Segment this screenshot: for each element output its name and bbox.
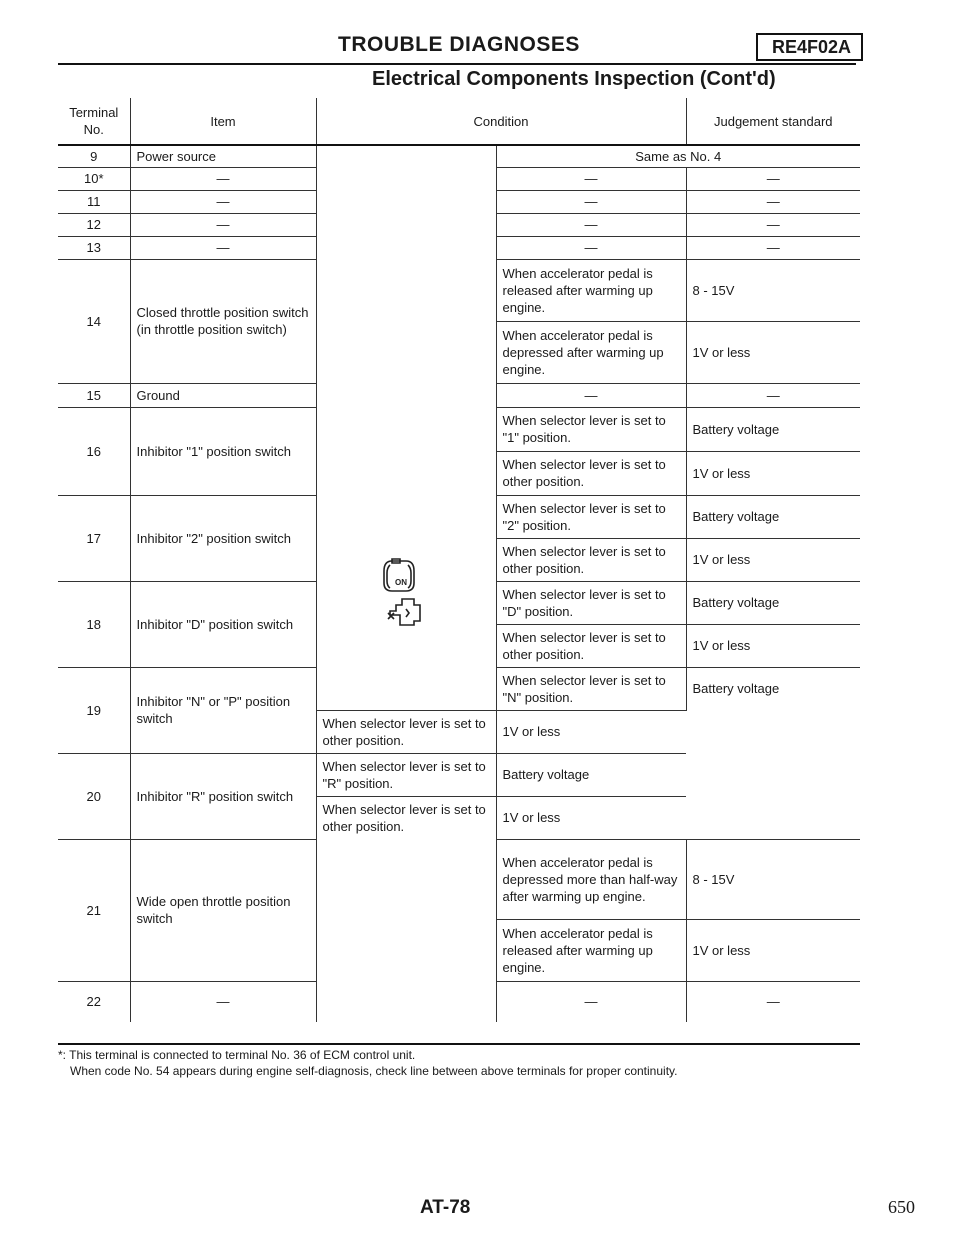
item-name: Inhibitor "N" or "P" position switch <box>130 667 316 753</box>
condition-text: When selector lever is set to "D" position. <box>496 581 686 624</box>
col-header-judgement: Judgement standard <box>713 113 833 129</box>
judgement-value: Battery voltage <box>686 407 860 451</box>
condition-text: — <box>496 213 686 236</box>
terminal-number: 15 <box>58 383 130 407</box>
item-name: Power source <box>130 145 316 167</box>
page-code: AT-78 <box>420 1197 471 1218</box>
page-number: 650 <box>888 1197 915 1217</box>
judgement-value: Battery voltage <box>496 753 686 796</box>
col-header-item: Item <box>130 98 316 145</box>
judgement-value: — <box>686 213 860 236</box>
condition-text: When selector lever is set to other position. <box>496 624 686 667</box>
page-title: TROUBLE DIAGNOSES <box>338 33 580 56</box>
item-name: Wide open throttle position switch <box>130 839 316 981</box>
item-name: Inhibitor "1" position switch <box>130 407 316 495</box>
item-name: Closed throttle position switch (in throttle position switch) <box>130 259 316 383</box>
judgement-value: Battery voltage <box>686 495 860 538</box>
terminal-number: 20 <box>58 753 130 839</box>
judgement-value: — <box>686 190 860 213</box>
judgement-value: Battery voltage <box>686 581 860 624</box>
terminal-number: 10* <box>58 167 130 190</box>
condition-text: When selector lever is set to other position. <box>316 796 496 839</box>
item-name: — <box>130 213 316 236</box>
footnote-line-1: *: This terminal is connected to terminal No. 36 of ECM control unit. <box>58 1048 416 1062</box>
item-name: Inhibitor "2" position switch <box>130 495 316 581</box>
condition-text: When selector lever is set to "2" position. <box>496 495 686 538</box>
judgement-value: 1V or less <box>686 919 860 981</box>
table-row <box>58 753 860 796</box>
judgement-value: 1V or less <box>686 321 860 383</box>
terminal-number: 21 <box>58 839 130 981</box>
condition-text: — <box>496 236 686 259</box>
judgement-value: 1V or less <box>686 538 860 581</box>
terminal-number: 14 <box>58 259 130 383</box>
condition-text: When selector lever is set to "N" position. <box>496 667 686 710</box>
table-row <box>58 839 860 919</box>
terminal-number: 17 <box>58 495 130 581</box>
item-name: — <box>130 190 316 213</box>
inspection-table <box>58 98 860 1022</box>
judgement-value: 8 - 15V <box>686 259 860 321</box>
condition-text: When accelerator pedal is depressed after warming up engine. <box>496 321 686 383</box>
condition-text: When selector lever is set to "R" position. <box>316 753 496 796</box>
footnote-line-2: When code No. 54 appears during engine self-diagnosis, check line between above terminals for proper continuity. <box>70 1064 678 1078</box>
table-row <box>58 145 860 167</box>
judgement-value: 1V or less <box>686 451 860 495</box>
item-name: — <box>130 167 316 190</box>
icon-column-continuation <box>316 839 496 1022</box>
condition-text: When accelerator pedal is released after warming up engine. <box>496 919 686 981</box>
condition-text: When accelerator pedal is released after warming up engine. <box>496 259 686 321</box>
terminal-number: 11 <box>58 190 130 213</box>
judgement-value: — <box>686 383 860 407</box>
condition-merged: Same as No. 4 <box>496 145 860 167</box>
judgement-value: 8 - 15V <box>686 839 860 919</box>
terminal-number: 22 <box>58 981 130 1022</box>
condition-text: When selector lever is set to other position. <box>496 451 686 495</box>
judgement-value: Battery voltage <box>686 667 860 710</box>
header-rule <box>58 63 856 65</box>
judgement-value: — <box>686 981 860 1022</box>
condition-text: — <box>496 167 686 190</box>
col-header-condition: Condition <box>316 98 686 145</box>
judgement-value: — <box>686 236 860 259</box>
condition-text: When accelerator pedal is depressed more than half-way after warming up engine. <box>496 839 686 919</box>
terminal-number: 12 <box>58 213 130 236</box>
judgement-value: 1V or less <box>496 796 686 839</box>
judgement-value: 1V or less <box>496 710 686 753</box>
terminal-number: 18 <box>58 581 130 667</box>
item-name: Ground <box>130 383 316 407</box>
col-header-terminal: Terminal No. <box>58 98 130 145</box>
terminal-number: 13 <box>58 236 130 259</box>
condition-text: — <box>496 190 686 213</box>
item-name: — <box>130 236 316 259</box>
footnote <box>58 1047 677 1079</box>
condition-text: When selector lever is set to other position. <box>496 538 686 581</box>
condition-text: When selector lever is set to other position. <box>316 710 496 753</box>
item-name: Inhibitor "D" position switch <box>130 581 316 667</box>
terminal-number: 16 <box>58 407 130 495</box>
page-subtitle: Electrical Components Inspection (Cont'd) <box>372 68 776 90</box>
condition-text: — <box>496 981 686 1022</box>
table-bottom-rule <box>58 1043 860 1045</box>
ignition-on-icon <box>378 555 434 635</box>
judgement-value: 1V or less <box>686 624 860 667</box>
table-header-row <box>58 98 860 145</box>
icon-on-label: ON <box>395 578 407 587</box>
judgement-value: — <box>686 167 860 190</box>
condition-text: — <box>496 383 686 407</box>
terminal-number: 19 <box>58 667 130 753</box>
terminal-number: 9 <box>58 145 130 167</box>
condition-text: When selector lever is set to "1" position. <box>496 407 686 451</box>
item-name: — <box>130 981 316 1022</box>
model-badge: RE4F02A <box>756 33 863 61</box>
item-name: Inhibitor "R" position switch <box>130 753 316 839</box>
